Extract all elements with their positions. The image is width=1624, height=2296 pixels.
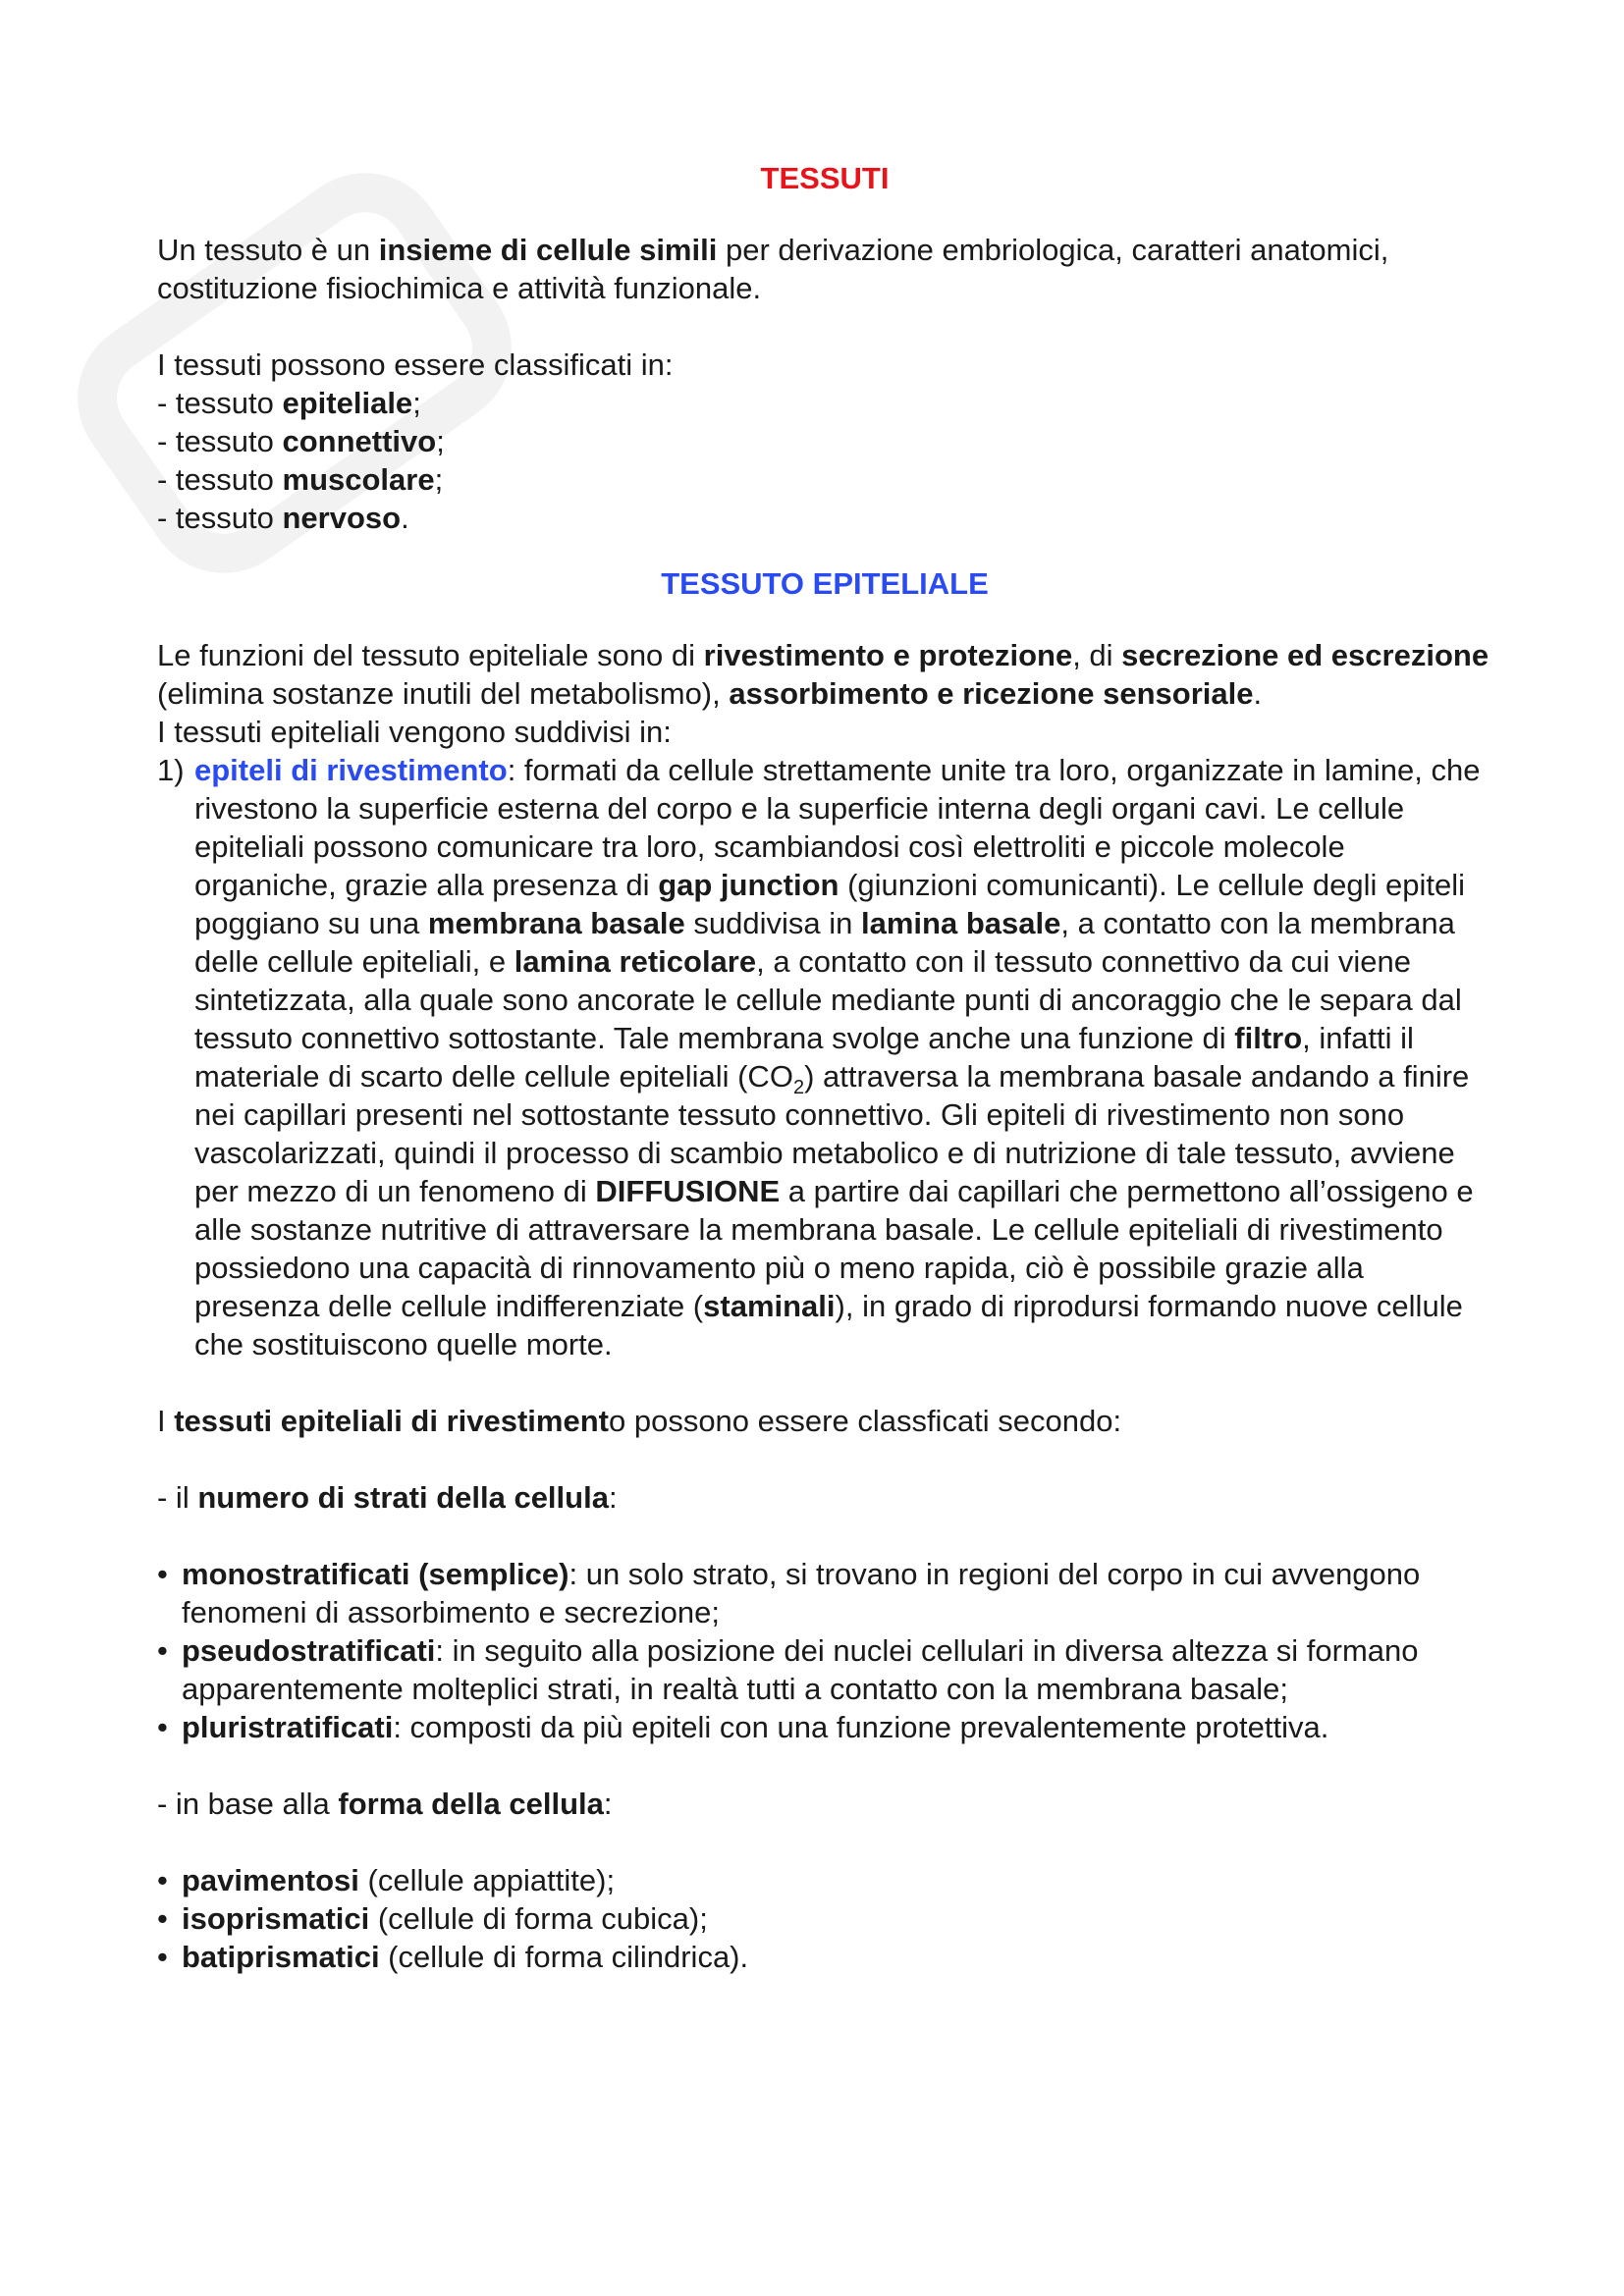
list-item: • monostratificati (semplice): un solo strato, si trovano in regioni del corpo in cui avvengono fenomeni di assorbimento e secrezione; (157, 1557, 1421, 1629)
classification-item: - tessuto connettivo; (157, 424, 445, 458)
bullet: • (157, 1901, 168, 1936)
list-item: • pluristratificati: composti da più epiteli con una funzione prevalentemente protettiva. (157, 1710, 1329, 1744)
classification-item: - tessuto muscolare; (157, 462, 444, 497)
classification-item: - tessuto nervoso. (157, 501, 409, 535)
functions-paragraph: Le funzioni del tessuto epiteliale sono di rivestimento e protezione, di secrezione ed escrezione (elimina sostanze inutili del metabolismo), assorbimento e ricezione sensoriale. (157, 638, 1489, 711)
division-lead: I tessuti epiteliali vengono suddivisi in: (157, 715, 672, 749)
bullet: • (157, 1710, 168, 1744)
bullet: • (157, 1557, 168, 1591)
bullet: • (157, 1863, 168, 1897)
shape-heading: - in base alla forma della cellula: (157, 1787, 613, 1821)
numbered-item (157, 751, 1492, 1363)
list-item: • batiprismatici (cellule di forma cilindrica). (157, 1940, 749, 1974)
section-title: TESSUTO EPITELIALE (661, 566, 989, 601)
classification-lead: I tessuti possono essere classificati in: (157, 347, 674, 382)
list-item: • isoprismatici (cellule di forma cubica); (157, 1901, 708, 1936)
classification-item: - tessuto epiteliale; (157, 386, 421, 420)
bullet: • (157, 1633, 168, 1668)
list-item: • pavimentosi (cellule appiattite); (157, 1863, 616, 1897)
page-title: TESSUTI (760, 161, 890, 195)
classify-paragraph: I tessuti epiteliali di rivestimento possono essere classficati secondo: (157, 1404, 1122, 1438)
strata-heading: - il numero di strati della cellula: (157, 1480, 618, 1515)
bullet: • (157, 1940, 168, 1974)
item-number: 1) (157, 753, 185, 787)
item-text: epiteli di rivestimento: formati da cellule strettamente unite tra loro, organizzate in lamine, che rivestono la superficie esterna del corpo e la superficie interna degli organi cavi. Le cellule epiteliali possono comunicare tra loro, scambiandosi così elettroliti e piccole molecole organiche, grazie alla presenza di gap junction (giunzioni comunicanti). Le cellule degli epiteli poggiano su una membrana basale suddivisa in lamina basale, a contatto con la membrana delle cellule epiteliali, e lamina reticolare, a contatto con il tessuto connettivo da cui viene sintetizzata, alla quale sono ancorate le cellule mediante punti di ancoraggio che le separa dal tessuto connettivo sottostante. Tale membrana svolge anche una funzione di filtro, infatti il materiale di scarto delle cellule epiteliali $(CO_2)$ attraversa la membrana basale andando a finire nei capillari presenti nel sottostante tessuto connettivo. Gli epiteli di rivestimento non sono vascolarizzati, quindi il processo di scambio metabolico e di nutrizione di tale tessuto, avviene per mezzo di un fenomeno di DIFFUSIONE a partire dai capillari che permettono all’ossigeno e alle sostanze nutritive di attraversare la membrana basale. Le cellule epiteliali di rivestimento possiedono una capacità di rinnovamento più o meno rapida, ciò è possibile grazie alla presenza delle cellule indifferenziate (staminali), in grado di riprodursi formando nuove cellule che sostituiscono quelle morte. (194, 753, 1481, 1362)
intro-paragraph: Un tessuto è un insieme di cellule simili per derivazione embriologica, caratteri anatomici, costituzione fisiochimica e attività funzionale. (157, 233, 1389, 305)
document-page (157, 147, 1492, 1976)
list-item: • pseudostratificati: in seguito alla posizione dei nuclei cellulari in diversa altezza si formano apparentemente molteplici strati, in realtà tutti a contatto con la membrana basale; (157, 1633, 1419, 1706)
